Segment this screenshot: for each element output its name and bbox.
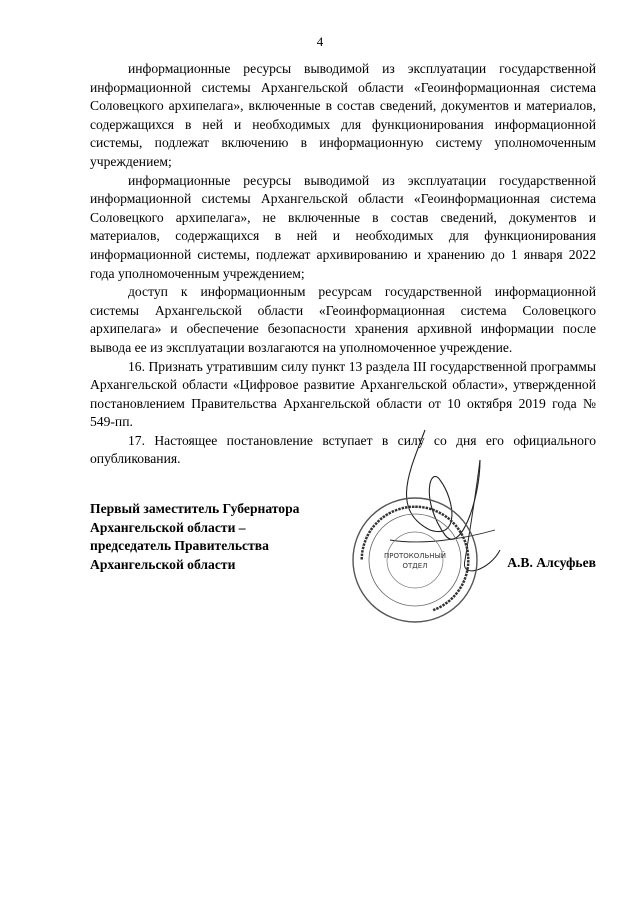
signer-title-line: Первый заместитель Губернатора [90, 501, 300, 516]
signer-name: А.В. Алсуфьев [507, 555, 596, 570]
seal-center-text-1: ПРОТОКОЛЬНЫЙ [383, 552, 447, 560]
paragraph-3: доступ к информационным ресурсам государственной информационной системы Архангельской области «Геоинформационная система Соловецкого архипелага» и обеспечение безопасности хранения архивной информации после вывода ее из эксплуатации возлагаются на уполномоченное учреждение. [90, 284, 596, 355]
paragraph-1: информационные ресурсы выводимой из эксплуатации государственной информационной системы Архангельской области «Геоинформационная система Соловецкого архипелага», включенные в состав сведений, документов и материалов, содержащихся в ней и необходимых для функционирования информационной системы, подлежат включению в информационную систему уполномоченным учреждением; [90, 61, 596, 169]
seal-center-ring [387, 532, 443, 588]
seal-center-text-2: ОТДЕЛ [402, 562, 428, 570]
signer-title-line: Архангельской области [90, 556, 236, 572]
paragraph-4: 16. Признать утратившим силу пункт 13 раздела III государственной программы Архангельской области «Цифровое развитие Архангельской области», утвержденной постановлением Правительства Архангельской области от 10 октября 2019 года № 549-пп. [90, 358, 596, 430]
paragraph-5: 17. Настоящее постановление вступает в силу со дня его официального опубликования. [90, 432, 596, 467]
signature-stroke [407, 430, 480, 539]
seal-outer-ring [353, 498, 477, 622]
page-number: 4 [316, 34, 324, 49]
seal-ring-text: ▪▪▪▪▪▪▪▪▪▪▪▪▪▪▪▪▪▪▪▪▪▪▪▪▪▪▪▪▪▪▪▪▪▪▪▪▪▪▪▪▪▪▪▪▪▪▪▪▪▪▪▪▪▪▪▪▪▪▪▪▪▪▪▪▪▪▪ [358, 503, 472, 613]
seal-and-signature [330, 440, 530, 640]
paragraph-2: информационные ресурсы выводимой из эксплуатации государственной информационной системы Архангельской области «Геоинформационная система Соловецкого архипелага», не включенные в состав сведений, документов и материалов, содержащихся в ней и необходимых для функционирования информационной системы, подлежат архивированию и хранению до 1 января 2022 года уполномоченным учреждением; [90, 172, 596, 281]
signer-title [90, 500, 299, 574]
seal-svg [330, 440, 530, 640]
document-body [90, 60, 596, 469]
signer-title-line: председатель Правительства [90, 538, 269, 554]
signer-title-line: Архангельской области – [90, 519, 246, 535]
signature-block [90, 500, 596, 640]
